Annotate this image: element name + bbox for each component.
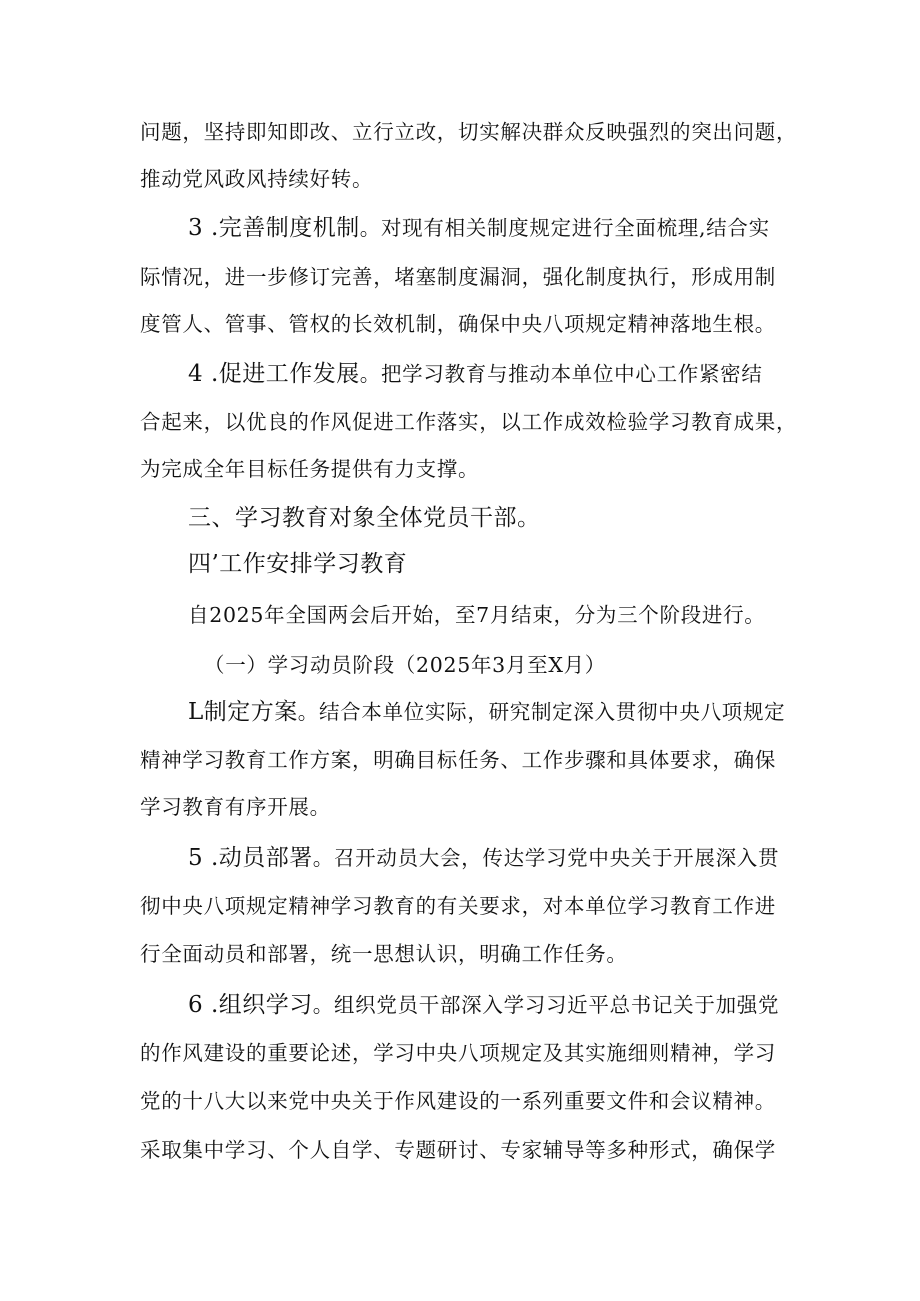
text-line: 行全面动员和部署，统一思想认识，明确工作任务。 bbox=[140, 942, 628, 966]
text-line: 精神学习教育工作方案，明确目标任务、工作步骤和具体要求，确保 bbox=[140, 748, 776, 772]
text-line: 采取集中学习、个人自学、专题研讨、专家辅导等多种形式，确保学 bbox=[140, 1138, 776, 1162]
text-line: 问题，坚持即知即改、立行立改，切实解决群众反映强烈的突出问题， bbox=[140, 120, 798, 144]
text-line: 5 .动员部署。召开动员大会，传达学习党中央关于开展深入贯 bbox=[188, 845, 780, 871]
text-line: 推动党风政风持续好转。 bbox=[140, 167, 374, 191]
text-line: 3 .完善制度机制。对现有相关制度规定进行全面梳理,结合实 bbox=[188, 215, 770, 241]
text-line: 的作风建设的重要论述，学习中央八项规定及其实施细则精神，学习 bbox=[140, 1041, 776, 1065]
text-line: 际情况，进一步修订完善，堵塞制度漏洞，强化制度执行，形成用制 bbox=[140, 265, 776, 289]
text-line: 党的十八大以来党中央关于作风建设的一系列重要文件和会议精神。 bbox=[140, 1089, 776, 1113]
text-line: 合起来，以优良的作风促进工作落实，以工作成效检验学习教育成果， bbox=[140, 410, 798, 434]
text-line: 自2025年全国两会后开始，至7月结束，分为三个阶段进行。 bbox=[188, 603, 766, 627]
item-heading: 6 .组织学习 bbox=[188, 992, 313, 1018]
item-heading: 4 .促进工作发展 bbox=[188, 361, 360, 387]
item-heading: 5 .动员部署 bbox=[188, 845, 313, 871]
item-heading: L制定方案 bbox=[188, 699, 298, 725]
item-heading: 3 .完善制度机制 bbox=[188, 215, 360, 241]
subsection-heading: （一）学习动员阶段（2025年3月至X月） bbox=[204, 653, 607, 677]
text-line: 4 .促进工作发展。把学习教育与推动本单位中心工作紧密结 bbox=[188, 361, 763, 387]
text-line: 彻中央八项规定精神学习教育的有关要求，对本单位学习教育工作进 bbox=[140, 894, 776, 918]
section-heading: 三、学习教育对象全体党员干部。 bbox=[188, 505, 541, 531]
section-heading: 四’工作安排学习教育 bbox=[188, 551, 408, 577]
text-line: 学习教育有序开展。 bbox=[140, 795, 331, 819]
text-line: L制定方案。结合本单位实际，研究制定深入贯彻中央八项规定 bbox=[188, 699, 786, 725]
text-line: 度管人、管事、管权的长效机制，确保中央八项规定精神落地生根。 bbox=[140, 312, 776, 336]
text-line: 6 .组织学习。组织党员干部深入学习习近平总书记关于加强党 bbox=[188, 992, 780, 1018]
text-line: 为完成全年目标任务提供有力支撑。 bbox=[140, 457, 480, 481]
